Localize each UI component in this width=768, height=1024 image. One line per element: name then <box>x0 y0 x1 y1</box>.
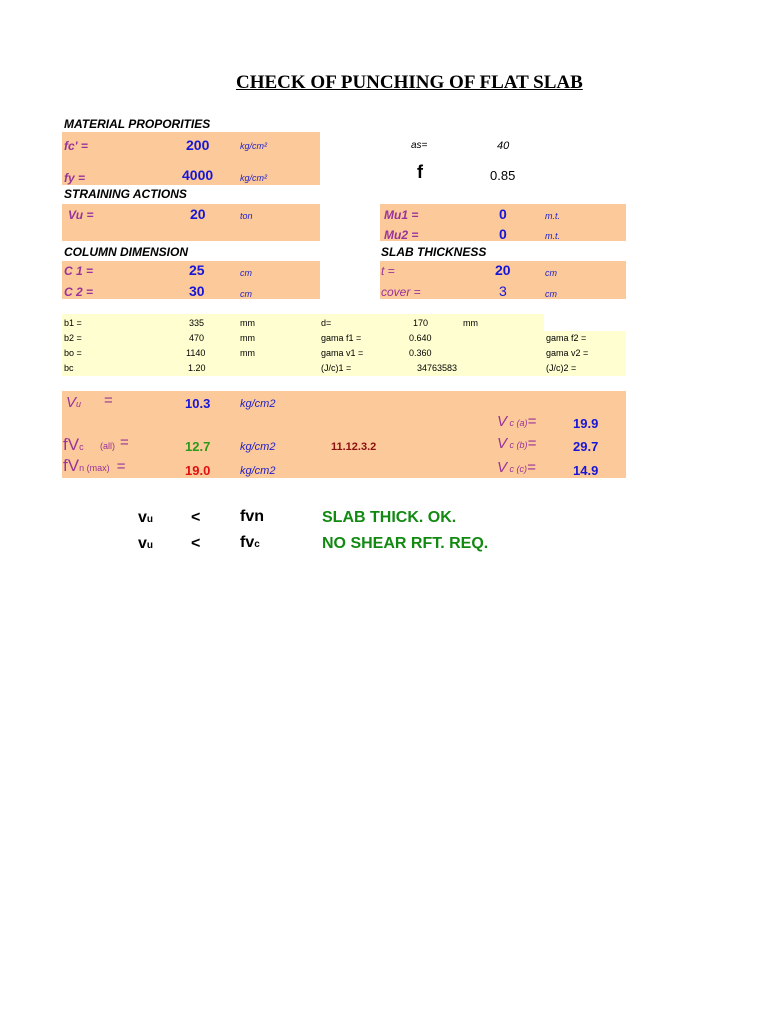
result1-message: SLAB THICK. OK. <box>322 509 457 526</box>
mu1-value: 0 <box>499 206 507 222</box>
vu-stress-eq: = <box>104 392 113 409</box>
vcc-sub2: (c) <box>516 464 528 474</box>
gama-f1-value: 0.640 <box>409 333 432 343</box>
jc1-value: 34763583 <box>417 363 458 373</box>
fvn-value: 19.0 <box>185 463 211 478</box>
fc-unit: kg/cm² <box>240 141 267 151</box>
result1-left <box>138 509 153 527</box>
t-label: t = <box>381 264 395 278</box>
vu-label: Vu = <box>68 208 94 222</box>
fc-value: 200 <box>186 137 210 153</box>
vcc-sub1: c <box>509 464 515 474</box>
fvn-sub: n (max) <box>79 463 110 473</box>
fc-label: fc' = <box>64 139 88 153</box>
fvc-value: 12.7 <box>185 439 211 454</box>
result2-left-symbol: v <box>138 535 147 552</box>
fvc-sub1: c <box>79 442 84 452</box>
result2-left-sub: u <box>146 540 154 551</box>
fvc-unit: kg/cm2 <box>240 441 276 453</box>
vu-stress-label <box>66 394 81 411</box>
c2-label: C 2 = <box>64 285 94 299</box>
cover-label: cover = <box>381 285 421 299</box>
vcc-value: 14.9 <box>573 463 599 478</box>
mu2-unit: m.t. <box>545 231 560 241</box>
t-value: 20 <box>495 262 511 278</box>
d-unit: mm <box>463 318 478 328</box>
vcb-value: 29.7 <box>573 439 599 454</box>
cover-unit: cm <box>545 289 557 299</box>
vcb-sub1: c <box>509 440 515 450</box>
mu2-value: 0 <box>499 226 507 242</box>
b2-value: 470 <box>189 333 205 343</box>
b1-label: b1 = <box>64 318 82 328</box>
result2-right-sub: c <box>254 539 260 550</box>
result2-right <box>240 534 260 552</box>
result1-left-symbol: v <box>138 509 147 526</box>
b2-label: b2 = <box>64 333 82 343</box>
bc-label: bc <box>64 363 74 373</box>
cover-value: 3 <box>499 283 507 299</box>
mu1-label: Mu1 = <box>384 208 419 222</box>
c1-value: 25 <box>189 262 205 278</box>
bo-value: 1140 <box>186 348 206 358</box>
vcb-symbol: V <box>497 435 508 452</box>
b1-value: 335 <box>189 318 205 328</box>
fvc-sub2: (all) <box>100 441 115 451</box>
vca-symbol: V <box>497 413 508 430</box>
phi-symbol: f <box>417 162 423 182</box>
gama-f1-label: gama f1 = <box>321 333 362 343</box>
mu1-unit: m.t. <box>545 211 560 221</box>
result1-right: fvn <box>240 508 264 525</box>
b2-unit: mm <box>240 333 255 343</box>
fy-unit: kg/cm² <box>240 173 267 183</box>
fvn-unit: kg/cm2 <box>240 465 276 477</box>
gama-v2-label: gama v2 = <box>546 348 589 358</box>
b1-unit: mm <box>240 318 255 328</box>
bo-label: bo = <box>64 348 82 358</box>
jc2-label: (J/c)2 = <box>546 363 577 373</box>
gama-v1-label: gama v1 = <box>321 348 364 358</box>
t-unit: cm <box>545 268 557 278</box>
fvn-symbol: fV <box>63 456 80 475</box>
vcc-eq: = <box>527 459 536 476</box>
vca-label <box>497 413 536 430</box>
vu-stress-unit: kg/cm2 <box>240 398 276 410</box>
fvn-eq: = <box>116 458 126 475</box>
vu-stress-value: 10.3 <box>185 396 211 411</box>
as-value: 40 <box>497 140 510 152</box>
vcb-label <box>497 435 536 452</box>
c1-unit: cm <box>240 268 252 278</box>
bo-unit: mm <box>240 348 255 358</box>
c2-value: 30 <box>189 283 205 299</box>
fvc-label <box>63 435 84 455</box>
vu-value: 20 <box>190 206 206 222</box>
jc1-label: (J/c)1 = <box>321 363 352 373</box>
stress-band <box>62 391 626 478</box>
fvn-label <box>63 456 126 476</box>
fy-value: 4000 <box>182 167 214 183</box>
fy-label: fy = <box>64 171 86 185</box>
page-title: CHECK OF PUNCHING OF FLAT SLAB <box>236 72 583 93</box>
fvc-symbol: fV <box>63 435 80 454</box>
code-reference: 11.12.3.2 <box>331 441 377 453</box>
vca-eq: = <box>527 413 537 430</box>
c2-unit: cm <box>240 289 252 299</box>
result2-message: NO SHEAR RFT. REQ. <box>322 535 489 552</box>
d-value: 170 <box>413 318 429 328</box>
c1-label: C 1 = <box>64 264 94 278</box>
bc-value: 1.20 <box>188 363 206 373</box>
result2-operator: < <box>191 535 201 552</box>
vcc-label <box>497 459 536 476</box>
mu2-label: Mu2 = <box>384 228 419 242</box>
vca-sub2: (a) <box>516 418 528 428</box>
gama-v1-value: 0.360 <box>409 348 432 358</box>
as-label: as= <box>411 140 428 151</box>
column-heading: COLUMN DIMENSION <box>64 245 188 259</box>
phi-value: 0.85 <box>490 168 516 183</box>
result1-operator: < <box>191 509 201 526</box>
material-heading: MATERIAL PROPORITIES <box>64 117 211 131</box>
vca-value: 19.9 <box>573 416 599 431</box>
fvc-eq: = <box>120 434 129 451</box>
slab-heading: SLAB THICKNESS <box>381 245 487 259</box>
result2-right-symbol: fv <box>240 534 255 551</box>
vu-stress-symbol: V <box>66 394 77 411</box>
result1-left-sub: u <box>146 514 154 525</box>
vcc-symbol: V <box>497 459 508 476</box>
vcb-eq: = <box>527 435 537 452</box>
d-label: d= <box>321 318 332 328</box>
vcb-sub2: (b) <box>516 440 528 450</box>
result2-left <box>138 535 153 553</box>
gama-f2-label: gama f2 = <box>546 333 587 343</box>
vca-sub1: c <box>509 418 515 428</box>
vu-unit: ton <box>240 211 253 221</box>
actions-heading: STRAINING ACTIONS <box>64 187 187 201</box>
vu-stress-sub: u <box>76 399 82 409</box>
